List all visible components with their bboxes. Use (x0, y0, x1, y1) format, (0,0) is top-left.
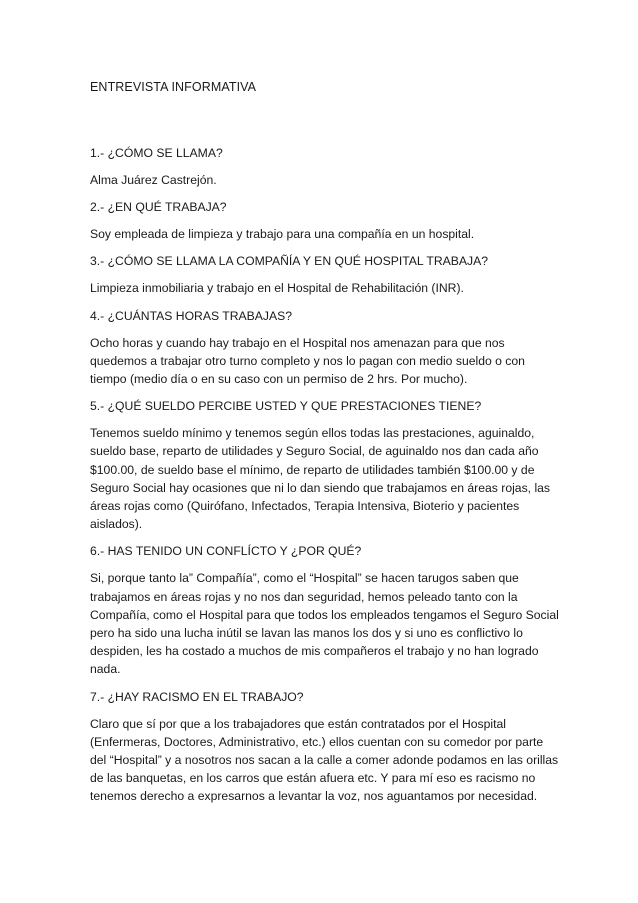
answer-line: Alma Juárez Castrejón. (90, 173, 217, 187)
answer-line: Ocho horas y cuando hay trabajo en el Hospital nos amenazan para que nos (90, 335, 505, 350)
answer-line: sueldo base, reparto de utilidades y Seguro Social, de aguinaldo nos dan cada año (90, 444, 539, 459)
answer-line: $100.00, de sueldo base el mínimo, de reparto de utilidades también $100.00 y de (90, 462, 535, 477)
interview-question: 3.- ¿CÓMO SE LLAMA LA COMPAÑÍA Y EN QUÉ HOSPITAL TRABAJA? (90, 254, 489, 269)
answer-line: despiden, les ha costado a muchos de mis compañeros el trabajo y no han logrado (90, 644, 539, 659)
answer-line: tenemos derecho a expresarnos a levantar la voz, nos aguantamos por necesidad. (90, 789, 538, 804)
interview-answer (90, 171, 550, 189)
interview-item (90, 252, 550, 297)
document-title: ENTREVISTA INFORMATIVA (90, 80, 257, 94)
interview-item (90, 397, 550, 533)
document-page (90, 78, 559, 815)
interview-item (90, 198, 550, 243)
interview-list (90, 144, 559, 806)
interview-answer (90, 715, 559, 806)
interview-question: 7.- ¿HAY RACISMO EN EL TRABAJO? (90, 689, 304, 704)
answer-line: quedemos a trabajar otro turno completo y nos lo pagan con medio sueldo o con (90, 353, 525, 368)
interview-answer (90, 225, 550, 243)
interview-item (90, 307, 550, 389)
interview-item (90, 542, 559, 678)
interview-answer (90, 334, 550, 389)
answer-line: Claro que sí por que a los trabajadores que están contratados por el Hospital (90, 716, 506, 731)
answer-line: Tenemos sueldo mínimo y tenemos según ellos todas las prestaciones, aguinaldo, (90, 426, 535, 441)
answer-line: Si, porque tanto la” Compañía”, como el “Hospital” se hacen tarugos saben que (90, 571, 519, 586)
answer-line: trabajamos en áreas rojas y no nos dan seguridad, hemos peleado tanto con la (90, 589, 518, 604)
interview-answer (90, 424, 550, 533)
answer-line: aislados). (90, 517, 143, 532)
answer-line: Seguro Social hay ocasiones que ni lo dan siendo que trabajamos en áreas rojas, las (90, 480, 551, 495)
interview-question: 4.- ¿CUÁNTAS HORAS TRABAJAS? (90, 308, 293, 323)
answer-line: nada. (90, 662, 121, 677)
answer-line: del “Hospital” y a nosotros nos sacan a la calle a comer adonde podamos en las orillas (90, 753, 559, 768)
interview-answer (90, 569, 559, 678)
interview-question: 6.- HAS TENIDO UN CONFLÍCTO Y ¿POR QUÉ? (90, 544, 362, 559)
answer-line: (Enfermeras, Doctores, Administrativo, etc.) ellos cuentan con su comedor por parte (90, 734, 544, 749)
interview-item (90, 688, 559, 806)
interview-question: 5.- ¿QUÉ SUELDO PERCIBE USTED Y QUE PRESTACIONES TIENE? (90, 399, 482, 414)
answer-line: áreas rojas como (Quirófano, Infectados, Terapia Intensiva, Bioterio y pacientes (90, 499, 520, 514)
answer-line: de las banquetas, en los carros que están afuera etc. Y para mí eso es racismo no (90, 771, 536, 786)
interview-question: 2.- ¿EN QUÉ TRABAJA? (90, 200, 227, 215)
interview-question: 1.- ¿CÓMO SE LLAMA? (90, 146, 223, 160)
answer-line: tiempo (medio día o en su caso con un permiso de 2 hrs. Por mucho). (90, 372, 468, 387)
answer-line: Compañía, como el Hospital para que todos los empleados tengamos el Seguro Social (90, 607, 559, 622)
interview-item (90, 144, 550, 189)
answer-line: Limpieza inmobiliaria y trabajo en el Hospital de Rehabilitación (INR). (90, 281, 464, 296)
answer-line: Soy empleada de limpieza y trabajo para una compañía en un hospital. (90, 227, 475, 242)
interview-answer (90, 279, 550, 297)
answer-line: pero ha sido una lucha inútil se lavan las manos los dos y si uno es conflictivo lo (90, 626, 523, 641)
